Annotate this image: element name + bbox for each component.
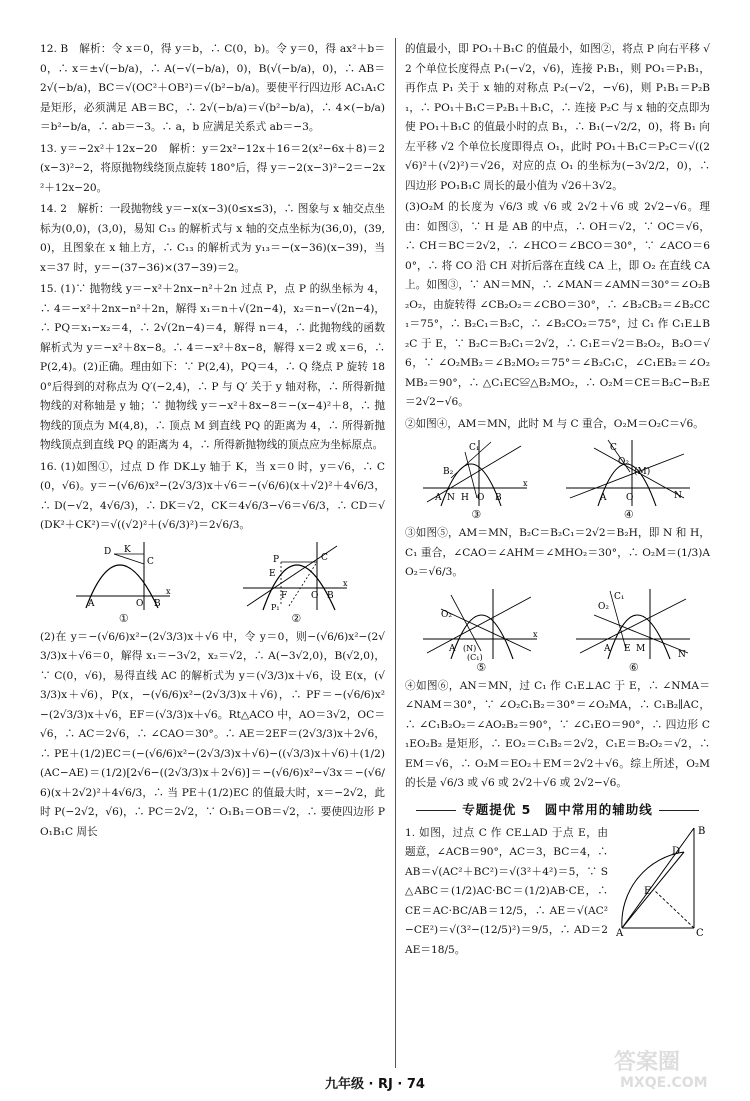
answer-16-part3: (3)O₂M 的长度为 √6/3 或 √6 或 2√2＋√6 或 2√2−√6。理由：如图③，∵ H 是 AB 的中点，∴ OH＝√2，∵ OC＝√6，∴ CH＝BC＝2√2，∴ ∠HCO＝∠BCO＝30°，∵ ∠ACO＝60°，∴ 将 CO 沿 CH 对折后落在直线 CA 上，即 O₂ 在直线 CA 上。如图③，∵ AN＝MN，∴ ∠MAN＝∠AMN＝30°＝∠O₂B₂O₂，由旋转得 ∠CB₂O₂＝∠CBO＝30°，∴ ∠B₂CB₂＝∠B₂CC₁＝75°，∴ B₂C₁＝B₂C，∴ ∠B₂CO₂＝75°，过 C₁ 作 C₁E⊥B₂C 于 E，∵ B₂C＝B₂C₁＝2√2，∴ C₁E＝√2＝B₂O₂，B₂O＝√6，∵ ∠O₂MB₂＝∠B₂MO₂＝75°＝∠B₂C₁C，∠C₁EB₂＝∠O₂MB₂＝90°，∴ △C₁EC≌△B₂MO₂，∴ O₂M＝CE＝B₂C−B₂E＝2√2−√6。: [405, 201, 710, 408]
fig4-label-n: N: [673, 491, 682, 501]
figure-1-diagram: [74, 540, 174, 612]
tri-label-c: C: [696, 927, 704, 936]
fig5-label-n: (N): [463, 643, 477, 653]
fig2-label-e: E: [269, 568, 276, 579]
tri-label-e: E: [644, 885, 652, 897]
figure-row-5-6: [405, 587, 710, 675]
fig5-label-c1: (C₁): [467, 652, 483, 661]
fig6-label-e: E: [623, 643, 631, 654]
figure-2: [241, 540, 351, 626]
figure-3: [421, 438, 531, 522]
fig3-label-n: N: [447, 493, 456, 503]
fig3-label-o: O: [477, 493, 485, 503]
figure-1-caption: ①: [118, 611, 129, 625]
answer-16-case3: ③如图⑤，AM＝MN，B₂C＝B₂C₁＝2√2＝B₂H，即 N 和 H，C₁ 重合，∠CAO＝∠AHM＝∠MHO₂＝30°，∴ O₂M＝(1/3)AO₂＝√6/3。: [405, 527, 710, 578]
fig6-label-o2: O₂: [597, 601, 609, 612]
svg-text:答案圈: 答案圈: [614, 1050, 681, 1075]
fig5-label-a: A: [449, 643, 456, 654]
section-title: [405, 800, 710, 818]
answer-16-case4: ④如图⑥，AN＝MN，过 C₁ 作 C₁E⊥AC 于 E，∴ ∠NMA＝∠NAM＝30°，∵ ∠O₂C₁B₂＝30°＝∠O₂MA，∴ C₁B₂∥AC，∴ ∠C₁B₂O₂＝∠AO₂B₂＝90°，∵ ∠C₁EO＝90°，∴ 四边形 C₁EO₂B₂ 是矩形，∴ EO₂＝C₁B₂＝2√2，C₁E＝B₂O₂＝√2，∴ EM＝√6，∴ O₂M＝EO₂＋EM＝2√2＋√6。综上所述，O₂M 的长是 √6/3 或 √6 或 2√2＋√6 或 2√2−√6。: [405, 679, 710, 789]
figure-3-diagram: [421, 438, 531, 508]
fig6-label-m: M: [635, 643, 645, 654]
fig3-label-b: B: [495, 493, 502, 503]
fig2-label-b: B: [327, 590, 334, 601]
answer-15: 15. (1)∵ 抛物线 y＝−x²＋2nx−n²＋2n 过点 P，点 P 的纵坐标为 4，∴ 4＝−x²＋2nx−n²＋2n，解得 x₁＝n＋√(2n−4)，x₂＝n−√(2n−4)，∴ PQ＝x₁−x₂＝4，∴ 2√(2n−4)＝4，解得 n＝4，∴ 此抛物线的函数解析式为 y＝−x²＋8x−8。∴ 4＝−x²＋8x−8，解得 x＝2 或 x＝6，∴ P(2,4)。(2)正确。理由如下：∵ P(2,4)，PQ＝4，∴ Q 绕点 P 旋转 180°后得到的对称点为 Q′(−2,4)，∴ P 与 Q′ 关于 y 轴对称，∴ 所得新抛物线的对称轴是 y 轴；∵ 抛物线 y＝−x²＋8x−8＝−(x−4)²＋8，∴ 抛物线的顶点为 M(4,8)，∴ 顶点 M 到直线 PQ 的距离为 4，∴ 所得新抛物线顶点到直线 PQ 的距离为 4，∴ 所得新抛物线的顶点应为坐标原点。: [40, 283, 385, 451]
fig4-label-o2: O₂: [617, 457, 629, 467]
answer-13: 13. y＝−2x²＋12x−20 解析：y＝2x²−12x＋16＝2(x²−6x＋8)＝2(x−3)²−2，将原抛物线绕顶点旋转 180°后，得 y＝−2(x−3)²−2＝−2x²＋12x−20。: [40, 142, 385, 194]
fig2-label-p: P: [273, 554, 280, 565]
fig4-label-m: (M): [633, 467, 650, 477]
figure-2-diagram: [241, 540, 351, 612]
figure-5: [421, 587, 541, 675]
fig1-label-k: K: [123, 544, 131, 555]
fig3-label-h: H: [461, 493, 470, 503]
fig2-label-o: O: [311, 590, 319, 601]
fig1-label-o: O: [135, 598, 144, 609]
figure-5-caption: ⑤: [476, 660, 487, 674]
figure-6: [574, 587, 694, 675]
fig1-label-b: B: [153, 598, 161, 609]
circle-triangle-diagram: [614, 824, 710, 936]
answer-16-part1: 16. (1)如图①，过点 D 作 DK⊥y 轴于 K，当 x＝0 时，y＝√6，∴ C(0，√6)。y＝−(√6/6)x²−(2√3/3)x＋√6＝−(√6/6)(x＋√2)²＋4√6/3，∴ D(−√2，4√6/3)，∴ DK＝√2，CK＝4√6/3−√6＝√6/3，∴ CD＝√(DK²＋CK²)＝√((√2)²＋(√6/3)²)＝2√6/3。: [40, 460, 385, 531]
answer-16-case2: ②如图④，AM＝MN，此时 M 与 C 重合，O₂M＝O₂C＝√6。: [405, 417, 704, 430]
answer-14: 14. 2 解析：一段抛物线 y＝−x(x−3)(0≤x≤3)，∴ 图象与 x 轴交点坐标为(0,0)，(3,0)，易知 C₁₃ 的解析式与 x 轴的交点坐标为(36,0)，(39,0)，且图象在 x 轴上方，∴ C₁₃ 的解析式为 y₁₃＝−(x−36)(x−39)，当 x＝37 时，y＝−(37−36)×(37−39)＝2。: [40, 203, 385, 274]
fig2-label-f: F: [281, 590, 288, 601]
fig3-label-a: A: [435, 493, 442, 503]
fig4-label-o: O: [625, 493, 634, 503]
fig2-label-c: C: [321, 552, 329, 563]
fig4-label-a: A: [599, 493, 607, 503]
figure-6-diagram: [574, 587, 694, 661]
fig1-label-d: D: [103, 546, 111, 557]
fig6-label-c1: C₁: [613, 591, 625, 602]
fig1-label-a: A: [87, 598, 95, 609]
tri-label-b: B: [698, 825, 706, 837]
page-footer: 九年级 · RJ · 74: [325, 1077, 425, 1092]
fig3-label-c1: C₁: [469, 443, 480, 453]
figure-4-diagram: [564, 438, 694, 508]
figure-1: [74, 540, 174, 626]
figure-row-1-2: [40, 540, 385, 626]
tri-label-d: D: [672, 845, 681, 857]
answer-16-part2: (2)在 y＝−(√6/6)x²−(2√3/3)x＋√6 中，令 y＝0，则−(√6/6)x²−(2√3/3)x＋√6＝0，解得 x₁＝−3√2，x₂＝√2，∴ A(−3√2,0)，B(√2,0)，∵ C(0，√6)，易得直线 AC 的解析式为 y＝(√3/3)x＋√6，设 E(x，(√3/3)x＋√6)，P(x，−(√6/6)x²−(2√3/3)x＋√6)，∴ PF＝−(√6/6)x²−(2√3/3)x＋√6，EF＝(√3/3)x＋√6。Rt△ACO 中，AO＝3√2，OC＝√6，∴ AC＝2√6，∴ ∠CAO＝30°。∴ AE＝2EF＝(2√3/3)x＋2√6，∴ PE＋(1/2)EC＝(−(√6/6)x²−(2√3/3)x＋√6)−((√3/3)x＋√6)＋(1/2)(AC−AE)＝(1/2)[2√6−((2√3/3)x＋2√6)]＝−(√6/6)x²−√3x＝−(√6/6)(x＋2√2)²＋4√6/3，∴ 当 PE＋(1/2)EC 的值最大时，x＝−2√2，此时 P(−2√2，√6)，∴ PC＝2√2，∵ O₁B₁＝OB＝√2，∴ 要使四边形 PO₁B₁C 周长: [40, 630, 385, 838]
fig1-label-x: x: [165, 586, 171, 596]
section-title-text: 专题提优 5 圆中常用的辅助线: [462, 801, 653, 817]
fig4-label-c: C: [609, 443, 617, 453]
fig6-label-n: N: [677, 649, 686, 660]
right-column: [405, 40, 710, 962]
tri-label-a: A: [616, 927, 624, 936]
column-divider: [395, 38, 396, 1068]
answer-16-continued: 的值最小，即 PO₁＋B₁C 的值最小，如图②，将点 P 向右平移 √2 个单位长度得点 P₁(−√2，√6)，连接 P₁B₁，则 PO₁＝P₁B₁，再作点 P₁ 关于 x 轴的对称点 P₂(−√2，−√6)，则 P₁B₁＝P₂B₁，∴ PO₁＋B₁C＝P₂B₁＋B₁C，∴ 连接 P₂C 与 x 轴的交点即为使 PO₁＋B₁C 的值最小时的点 B₁，∴ B₁(−√2/2，0)，将 B₁ 向左平移 √2 个单位长度即得点 O₁，此时 PO₁＋B₁C＝P₂C＝√((2√6)²＋(√2)²)＝√26，对应的点 O₁ 的坐标为(−3√2/2，0)，∴ 四边形 PO₁B₁C 周长的最小值为 √26＋3√2。: [405, 43, 710, 192]
figure-6-caption: ⑥: [628, 660, 639, 674]
figure-5-diagram: [421, 587, 541, 661]
figure-row-3-4: [405, 438, 710, 522]
section-title-rule-right: [659, 810, 699, 811]
fig2-label-p1: P₁: [271, 602, 280, 612]
fig3-label-b2: B₂: [443, 467, 454, 477]
fig3-label-x: x: [523, 479, 528, 488]
fig1-label-c: C: [146, 556, 154, 567]
figure-3-caption: ③: [471, 508, 482, 521]
figure-4-caption: ④: [623, 508, 634, 521]
svg-text:MXQE.COM: MXQE.COM: [620, 1075, 708, 1091]
section-title-rule-left: [416, 810, 456, 811]
figure-4: [564, 438, 694, 522]
figure-2-caption: ②: [291, 611, 302, 625]
fig5-label-o2: O₂: [441, 609, 453, 620]
fig2-label-x: x: [343, 578, 348, 588]
section-answer-1: [405, 824, 710, 961]
answer-12: 12. B 解析：令 x＝0，得 y＝b，∴ C(0，b)。令 y＝0，得 ax²＋b＝0，∴ x＝±√(−b/a)，∴ A(−√(−b/a)，0)，B(√(−b/a)，0)，∴ AB＝2√(−b/a)，BC＝√(OC²＋OB²)＝√(b²−b/a)。要使平行四边形 AC₁A₁C 是矩形，必须满足 AB＝BC，∴ 2√(−b/a)＝√(b²−b/a)，∴ 4×(−b/a)＝b²−b/a，∴ ab＝−3。∴ a，b 应满足关系式 ab＝−3。: [40, 43, 385, 133]
section-answer-1-text: 1. 如图，过点 C 作 CE⊥AD 于点 E，由题意，∠ACB＝90°，AC＝3，BC＝4，∴ AB＝√(AC²＋BC²)＝√(3²＋4²)＝5，∵ S△ABC＝(1/2)AC·BC＝(1/2)AB·CE，∴ CE＝AC·BC/AB＝12/5，∴ AE＝√(AC²−CE²)＝√(3²−(12/5)²)＝9/5，∴ AD＝2AE＝18/5。: [405, 826, 608, 956]
left-column: [40, 40, 385, 844]
fig6-label-a: A: [603, 643, 611, 654]
fig5-label-x: x: [533, 629, 538, 639]
